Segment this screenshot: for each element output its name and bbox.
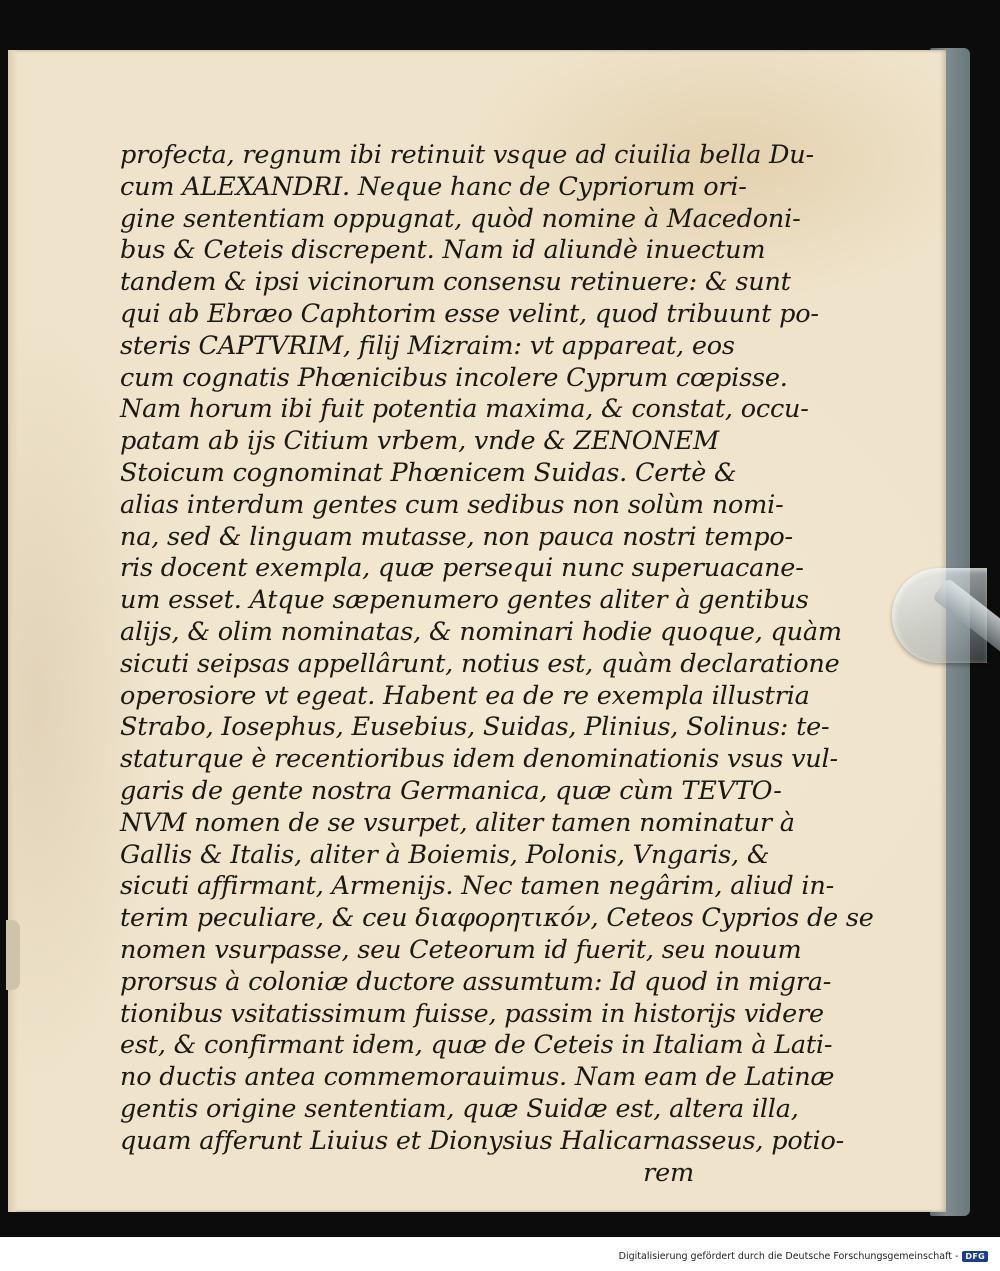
text-line: na, sed & linguam mutasse, non pauca nostri tempo-	[120, 521, 793, 552]
text-line: no ductis antea commemorauimus. Nam eam de Latinæ	[120, 1062, 835, 1093]
funding-footer	[613, 1247, 992, 1265]
funding-notice: Digitalisierung gefördert durch die Deutsche Forschungsgemeinschaft -	[618, 1250, 959, 1262]
text-line: operosiore vt egeat. Habent ea de re exempla illustria	[120, 680, 810, 711]
text-line: qui ab Ebræo Caphtorim esse velint, quod tribuunt po-	[120, 298, 819, 329]
text-line: cum cognatis Phœnicibus incolere Cyprum cœpisse.	[120, 362, 788, 393]
text-line: cum ALEXANDRI. Neque hanc de Cypriorum ori-	[120, 171, 747, 202]
text-line: est, & confirmant idem, quæ de Ceteis in Italiam à Lati-	[120, 1030, 833, 1061]
text-line: tionibus vsitatissimum fuisse, passim in historijs videre	[120, 998, 824, 1029]
body-text	[120, 140, 874, 1189]
text-line: bus & Ceteis discrepent. Nam id aliundè inuectum	[120, 235, 766, 266]
text-line: alias interdum gentes cum sedibus non solùm nomi-	[120, 489, 784, 520]
text-line: steris CAPTVRIM, filij Mizraim: vt appareat, eos	[120, 330, 735, 361]
text-line: Stoicum cognominat Phœnicem Suidas. Certè &	[120, 457, 737, 488]
page-edge-notch	[6, 920, 20, 990]
text-line: sicuti affirmant, Armenijs. Nec tamen negârim, aliud in-	[120, 871, 834, 902]
text-line: Nam horum ibi fuit potentia maxima, & constat, occu-	[120, 394, 809, 425]
text-line: um esset. Atque sæpenumero gentes aliter à gentibus	[120, 585, 809, 616]
text-line: patam ab ijs Citium vrbem, vnde & ZENONEM	[120, 426, 719, 457]
text-line: gine sententiam oppugnat, quòd nomine à Macedoni-	[120, 203, 801, 234]
text-line: nomen vsurpasse, seu Ceteorum id fuerit, seu nouum	[120, 934, 802, 965]
text-line: ris docent exempla, quæ persequi nunc superuacane-	[120, 553, 804, 584]
text-line: sicuti seipsas appellârunt, notius est, quàm declaratione	[120, 648, 840, 679]
text-line: quam afferunt Liuius et Dionysius Halicarnasseus, potio-	[120, 1125, 845, 1156]
catchword: rem	[643, 1157, 694, 1188]
text-line: gentis origine sententiam, quæ Suidæ est, altera illa,	[120, 1093, 799, 1124]
text-line: Strabo, Iosephus, Eusebius, Suidas, Plinius, Solinus: te-	[120, 712, 830, 743]
text-line: staturque è recentioribus idem denominationis vsus vul-	[120, 744, 838, 775]
book-page	[8, 50, 946, 1212]
text-line: Gallis & Italis, aliter à Boiemis, Polonis, Vngaris, &	[120, 839, 770, 870]
text-line: NVM nomen de se vsurpet, aliter tamen nominatur à	[120, 807, 795, 838]
text-line: profecta, regnum ibi retinuit vsque ad ciuilia bella Du-	[120, 140, 814, 170]
text-line: garis de gente nostra Germanica, quæ cùm TEVTO-	[120, 775, 782, 806]
text-line: terim peculiare, & ceu διαφορητικόν, Ceteos Cyprios de se	[120, 903, 874, 934]
dfg-logo-icon: DFG	[962, 1251, 988, 1262]
text-line: alijs, & olim nominatas, & nominari hodie quoque, quàm	[120, 616, 842, 647]
text-line: prorsus à coloniæ ductore assumtum: Id quod in migra-	[120, 966, 832, 997]
page-left-edge	[8, 50, 18, 1212]
text-line: tandem & ipsi vicinorum consensu retinuere: & sunt	[120, 267, 791, 298]
